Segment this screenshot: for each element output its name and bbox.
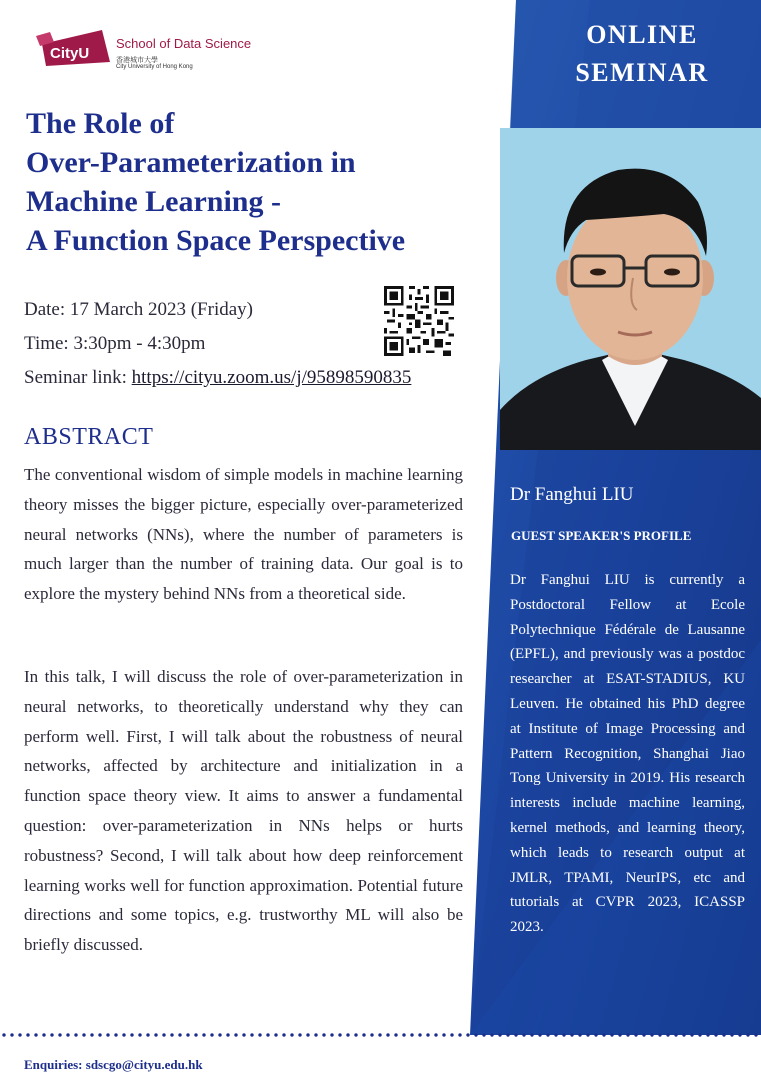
dotted-divider (0, 1033, 761, 1037)
seminar-date: Date: 17 March 2023 (Friday) (24, 299, 253, 320)
university-name-cn: 香港城市大學 (116, 56, 158, 64)
speaker-photo (500, 128, 761, 450)
qr-code[interactable] (384, 286, 454, 356)
seminar-link[interactable]: https://cityu.zoom.us/j/95898590835 (131, 367, 412, 388)
abstract-paragraph-2: In this talk, I will discuss the role of over-parameterization in neural networks, to theoretically understand why they can perform well. First, I will talk about the robustness of neural networks, affected by architecture and initialization in a function space theory view. It aims to answer a fundamental question: over-parameterization in NNs helps or hurts robustness? Second, I will talk about how deep reinforcement learning works well for function approximation. Potential future directions and some topics, e.g. trustworthy ML will also be briefly discussed. (24, 667, 463, 955)
title-line-2: Over-Parameterization in (26, 146, 356, 179)
abstract-heading: ABSTRACT (24, 424, 154, 450)
seminar-time: Time: 3:30pm - 4:30pm (24, 333, 206, 354)
online-seminar-label (516, 16, 761, 92)
abstract-paragraph-1: The conventional wisdom of simple models in machine learning theory misses the bigger picture, especially over-parameterized neural networks (NNs), where the number of parameters is much larger than the number of training data. Our goal is to explore the mystery behind NNs from a theoretical side. (24, 465, 463, 604)
cityu-logo (36, 26, 256, 76)
all-welcome-note: All are welcome (626, 1043, 715, 1058)
seminar-info (24, 293, 411, 395)
school-name: School of Data Science (116, 36, 252, 51)
speaker-name: Dr Fanghui LIU (510, 484, 634, 505)
logo-mark-text: CityU (50, 45, 90, 62)
university-name-en: City University of Hong Kong (116, 64, 193, 70)
speaker-profile: Dr Fanghui LIU is currently a Postdoctoral Fellow at Ecole Polytechnique Fédérale de Lausanne (EPFL), and previously was a postdoc researcher at ESAT-STADIUS, KU Leuven. He obtained his PhD degree at Institute of Image Processing and Pattern Recognition, Shanghai Jiao Tong University in 2019. His research interests include machine learning, kernel methods, and learning theory, which leads to research output at JMLR, TPAMI, NeurIPS, etc and tutorials at CVPR 2023, ICASSP 2023. (510, 572, 745, 936)
enquiries-contact: Enquiries: sdscgo@cityu.edu.hk (24, 1057, 203, 1072)
title-line-3: Machine Learning - (26, 185, 281, 218)
seminar-label-line-1: ONLINE (586, 20, 698, 49)
seminar-label-line-2: SEMINAR (575, 58, 709, 87)
seminar-link-row (24, 361, 411, 395)
cityu-logo-mark (36, 26, 112, 70)
title-line-1: The Role of (26, 107, 175, 140)
profile-heading: GUEST SPEAKER'S PROFILE (511, 528, 692, 543)
seminar-title (26, 104, 496, 260)
title-line-4: A Function Space Perspective (26, 224, 406, 257)
seminar-link-label: Seminar link: (24, 367, 132, 388)
